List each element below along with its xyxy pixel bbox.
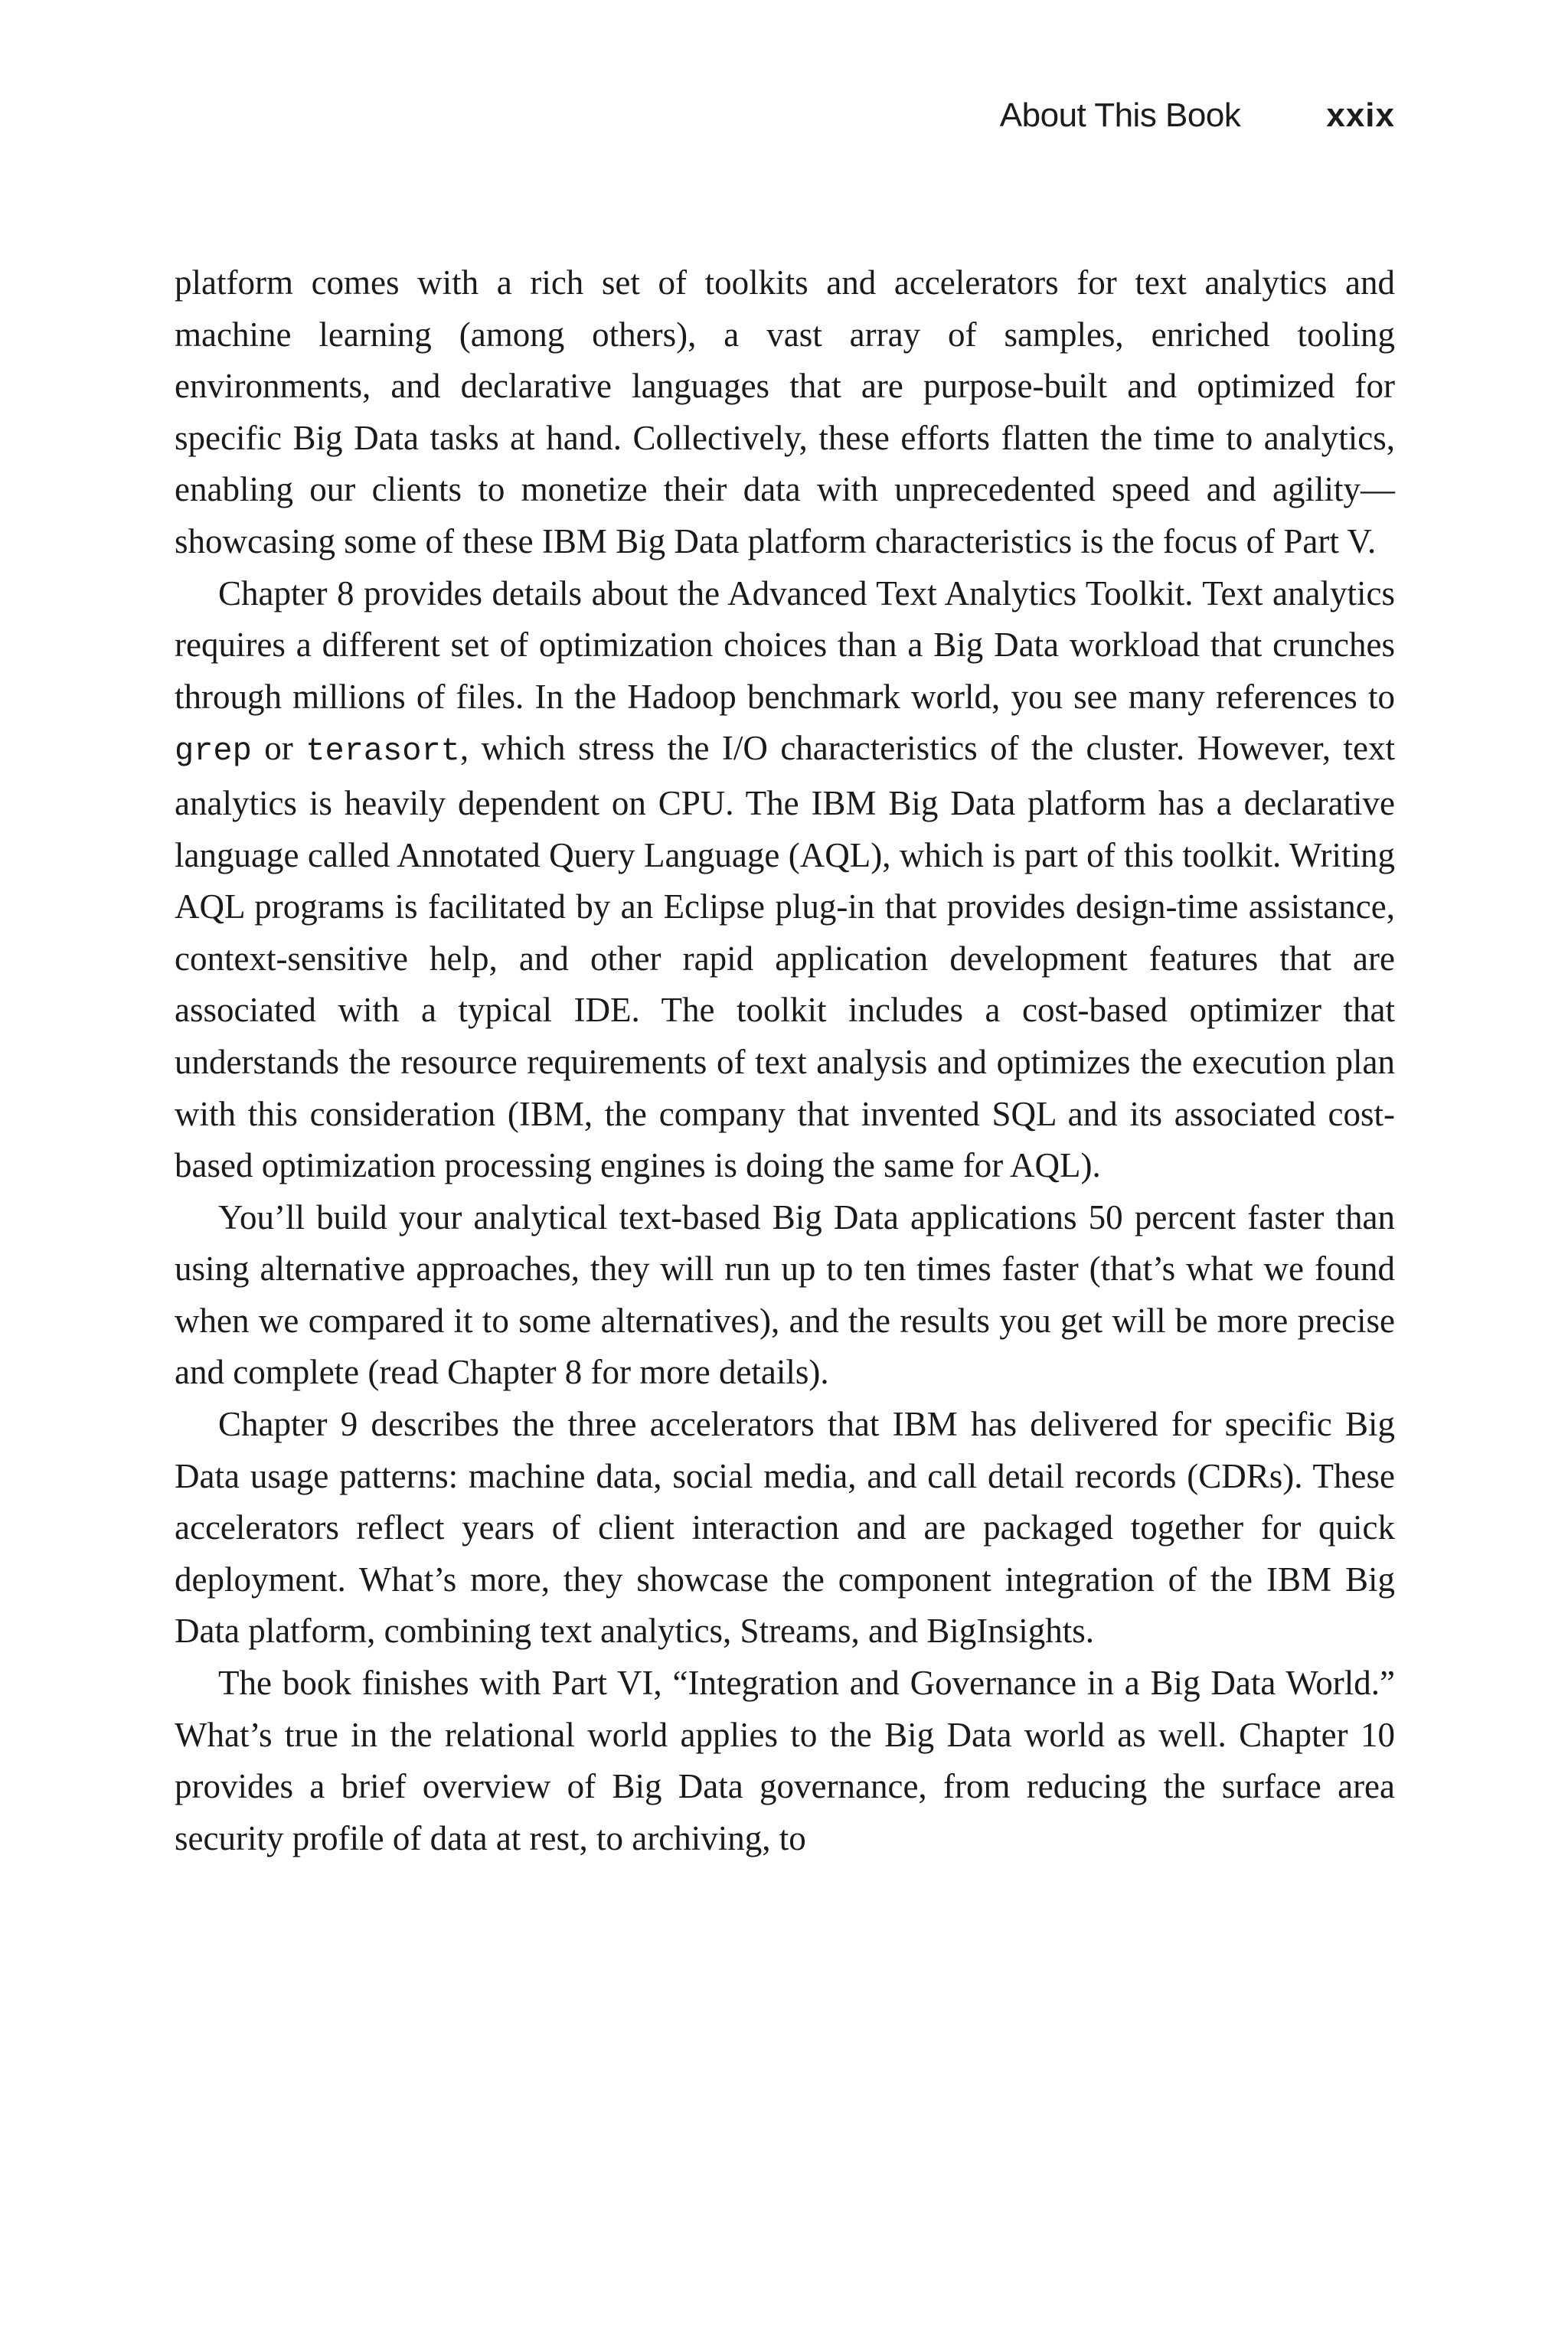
paragraph-2 (175, 568, 1395, 1192)
paragraph-3: You’ll build your analytical text-based Big Data applications 50 percent faster than using alternative approaches, they will run up to ten times faster (that’s what we found when we compared it to some alternatives), and the results you get will be more precise and complete (read Chapter 8 for more details). (175, 1197, 1395, 1392)
paragraph-5: The book finishes with Part VI, “Integration and Governance in a Big Data World.” What’s true in the relational world applies to the Big Data world as well. Chapter 10 provides a brief overview of Big Data governance, from reducing the surface area security profile of data at rest, to archiving, to (175, 1664, 1395, 1857)
paragraph-2-text-a: Chapter 8 provides details about the Advanced Text Analytics Toolkit. Text analytics requires a different set of optimization choices than a Big Data workload that crunches through millions of files. In the Hadoop benchmark world, you see many references to (175, 573, 1395, 716)
code-terasort: terasort (305, 733, 460, 770)
paragraph-1: platform comes with a rich set of toolkits and accelerators for text analytics and machine learning (among others), a vast array of samples, enriched tooling environments, and declarative languages that are purpose-built and optimized for specific Big Data tasks at hand. Collectively, these efforts flatten the time to analytics, enabling our clients to monetize their data with unprecedented speed and agility—showcasing some of these IBM Big Data platform characteristics is the focus of Part V. (175, 263, 1395, 560)
body-text (175, 257, 1395, 1864)
running-title: About This Book (999, 96, 1241, 134)
page-number: xxix (1326, 96, 1395, 134)
paragraph-2-text-b: or (251, 729, 306, 768)
paragraph-4: Chapter 9 describes the three accelerators that IBM has delivered for specific Big Data usage patterns: machine data, social media, and call detail records (CDRs). These accelerators reflect years of client interaction and are packaged together for quick deployment. What’s more, they showcase the component integration of the IBM Big Data platform, combining text analytics, Streams, and BigInsights. (175, 1405, 1395, 1651)
code-grep: grep (175, 733, 252, 770)
paragraph-2-text-c: , which stress the I/O characteristics of the cluster. However, text analytics is heavily dependent on CPU. The IBM Big Data platform has a declarative language called Annotated Query Language (AQL), which is part of this toolkit. Writing AQL programs is facilitated by an Eclipse plug-in that provides design-time assistance, context-sensitive help, and other rapid application development features that are associated with a typical IDE. The toolkit includes a cost-based optimizer that understands the resource requirements of text analysis and optimizes the execution plan with this consideration (IBM, the company that invented SQL and its associated cost-based optimization processing engines is doing the same for AQL). (175, 729, 1395, 1185)
running-head (1000, 96, 1395, 142)
